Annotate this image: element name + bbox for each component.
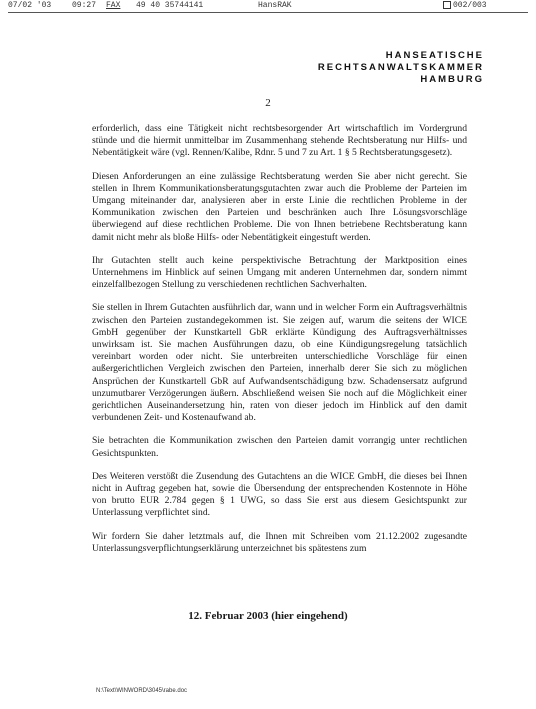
fax-date: 07/02 '03 [8,1,52,10]
page-number: 2 [265,97,271,109]
fax-page-counter: 002/003 [443,1,487,10]
fax-sender: HansRAK [258,1,292,10]
letterhead-line: HANSEATISCHE [385,50,484,61]
file-path: N:\Text\WINWORD\3045\rabe.doc [96,688,188,694]
fax-number: 49 40 35744141 [136,1,204,10]
fax-label: FAX [106,1,121,10]
paragraph: Sie stellen in Ihrem Gutachten ausführlich dar, wann und in welcher Form ein Auftragsverhältnis zwischen den Parteien zustandegekommen ist. Sie zeigen auf, warum die seitens der WICE GmbH gegenüber der Kunstkartell GbR erklärte Kündigung des Auftragsverhältnisses unwirksam ist. Sie machen Ausführungen dazu, ob eine Kündigungsregelung tatsächlich vereinbart worden oder nicht. Sie unterbreiten unterschiedliche Vorschläge für einen außergerichtlichen Vergleich zwischen den Parteien, innerhalb derer Sie sich zu möglichen Ansprüchen der Kunstkartell GbR auf Aufwandsentschädigung bzw. Schadensersatz aufgrund unzumutbarer Verzögerungen äußern. Abschließend weisen Sie noch auf die Möglichkeit einer gerichtlichen Auseinandersetzung hin, raten von dieser jedoch im Hinblick auf den damit verbundenen Zeit- und Kostenaufwand ab. [92,302,467,424]
letterhead-line: HAMBURG [420,74,484,85]
letterhead-line: RECHTSANWALTSKAMMER [317,62,484,73]
paragraph: Des Weiteren verstößt die Zusendung des Gutachtens an die WICE GmbH, die dieses bei Ihnen nicht in Auftrag gegeben hat, sowie die Übersendung der entsprechenden Kostennote in Höhe von brutto EUR 2.784 gegen § 1 UWG, so dass Sie erst aus diesem Gesichtspunkt zur Unterlassung verpflichtet sind. [92,470,467,519]
paragraph: Diesen Anforderungen an eine zulässige Rechtsberatung werden Sie aber nicht gerecht. Sie stellen in Ihrem Kommunikationsberatungsgutachten zwar auch die Probleme der Parteien im Umgang miteinander dar, analysieren aber in erste Linie die rechtlichen Probleme in der Kommunikation zwischen den Parteien und beschränken auch Ihre Lösungsvorschläge überwiegend auf diese rechtlichen Probleme. Die von Ihnen betriebene Rechtsberatung kann damit nicht mehr als bloße Hilfs- oder Nebentätigkeit eingestuft werden. [92,170,467,243]
paragraph: Wir fordern Sie daher letztmals auf, die Ihnen mit Schreiben vom 21.12.2002 zugesandte Unterlassungsverpflichtungserklärung unterzeichnet bis spätestens zum [92,530,467,554]
fax-page-icon [443,1,451,9]
deadline-date: 12. Februar 2003 (hier eingehend) [188,610,348,622]
letterhead [318,50,484,86]
fax-header-rule [8,12,528,13]
paragraph: erforderlich, dass eine Tätigkeit nicht rechtsbesorgender Art wirtschaftlich im Vordergrund stünde und die hiermit unmittelbar im Zusammenhang stehende Rechtsberatung nur Hilfs- und Nebentätigkeit wäre (vgl. Rennen/Kalibe, Rdnr. 5 und 7 zu Art. 1 § 5 Rechtsberatungsgesetz). [92,123,467,159]
paragraph: Sie betrachten die Kommunikation zwischen den Parteien damit vorrangig unter rechtlichen Gesichtspunkten. [92,435,467,459]
fax-header [8,0,528,12]
fax-time: 09:27 [72,1,97,10]
paragraph: Ihr Gutachten stellt auch keine perspektivische Betrachtung der Marktposition eines Unternehmens im Hinblick auf seinen Umgang mit anderen Unternehmen dar, sondern nimmt einzelfallbezogen Stellung zu verschiedenen rechtlichen Sachverhalten. [92,254,467,291]
letter-body [92,123,467,566]
